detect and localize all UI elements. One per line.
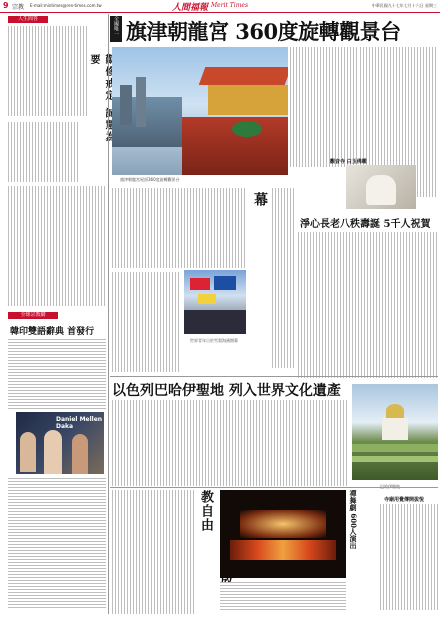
temple-story-text bbox=[290, 47, 358, 167]
page-number: 9 bbox=[3, 1, 9, 10]
qa-text-block bbox=[8, 26, 88, 116]
column-tag-label: 人生問答 bbox=[17, 16, 38, 22]
theater-photo-caption bbox=[348, 490, 378, 580]
column-divider bbox=[108, 14, 109, 614]
qa-text-block-2 bbox=[8, 122, 80, 182]
qa-text-block-3 bbox=[8, 186, 106, 306]
article2-tag-label: 全球宗教網 bbox=[20, 312, 46, 318]
article2-body-2 bbox=[8, 478, 106, 608]
side-story-title: 寺廟用覺傳開拔悅 bbox=[384, 497, 425, 503]
bush-story-title bbox=[196, 490, 232, 614]
elder-story-title: 淨心長老八秩壽誕 5千人祝賀 bbox=[300, 219, 431, 230]
column-tag bbox=[8, 16, 48, 23]
elder-photo bbox=[346, 165, 416, 209]
article2-tag bbox=[8, 312, 58, 319]
bahai-headline: 以色列巴哈伊聖地 列入世界文化遺產 bbox=[112, 383, 341, 399]
sidebar-left bbox=[2, 14, 106, 614]
motto-box bbox=[86, 54, 106, 154]
headline-title: 旗津朝龍宮 360度旋轉觀景台 bbox=[126, 19, 401, 44]
masthead bbox=[0, 0, 440, 13]
elder-story-text bbox=[298, 232, 438, 378]
headline-kicker bbox=[110, 16, 122, 42]
bush-story-text bbox=[112, 490, 194, 614]
issue-date: 中華民國九十七年七月十六日 星期三 bbox=[371, 3, 437, 8]
youth-story-title bbox=[250, 192, 270, 352]
theater-photo-caption-text: 禪舞劇 600人演出 bbox=[349, 490, 358, 550]
theater-caption-text bbox=[220, 582, 346, 610]
side-story-text bbox=[380, 504, 438, 610]
bush-story-title-text: 開放宗教自由 bbox=[198, 490, 232, 602]
newspaper-logo: 人間福報 bbox=[172, 3, 209, 13]
section-label: 宗教 bbox=[12, 4, 25, 11]
bahai-garden-photo bbox=[352, 384, 438, 480]
right-feature-title: 觀音寺 白玉佛雕 bbox=[330, 159, 367, 165]
youth-story-title-text: 幕 bbox=[252, 192, 268, 207]
article2-body bbox=[8, 339, 106, 409]
article2-photo bbox=[16, 412, 104, 474]
bahai-story-text bbox=[112, 400, 348, 486]
article2-photo-caption: Daniel Mellen Daka bbox=[56, 416, 103, 430]
article2-title: 韓印雙語辭典 首發行 bbox=[10, 327, 95, 337]
theater-photo bbox=[220, 490, 346, 578]
headline-top bbox=[110, 14, 438, 44]
section-divider-2 bbox=[110, 487, 438, 488]
youth-day-photo-caption: 世界青年日於雪梨海濱開幕 bbox=[190, 338, 238, 343]
headline-kicker-label: 全國唯一 bbox=[113, 16, 119, 36]
temple-photo bbox=[112, 47, 288, 175]
newspaper-logo-en: Merit Times bbox=[211, 2, 249, 9]
section-divider bbox=[110, 376, 438, 377]
mid-text-block-2 bbox=[112, 272, 180, 372]
youth-day-photo bbox=[184, 270, 246, 334]
motto: 要 bbox=[88, 54, 99, 66]
youth-story-text bbox=[272, 188, 296, 368]
temple-photo-caption: 旗津朝龍宮屋頂360度旋轉觀景台 bbox=[120, 177, 180, 182]
mid-text-block bbox=[112, 188, 246, 268]
email-link[interactable]: E-mail:mintimes@ren-times.com.tw bbox=[30, 3, 102, 8]
